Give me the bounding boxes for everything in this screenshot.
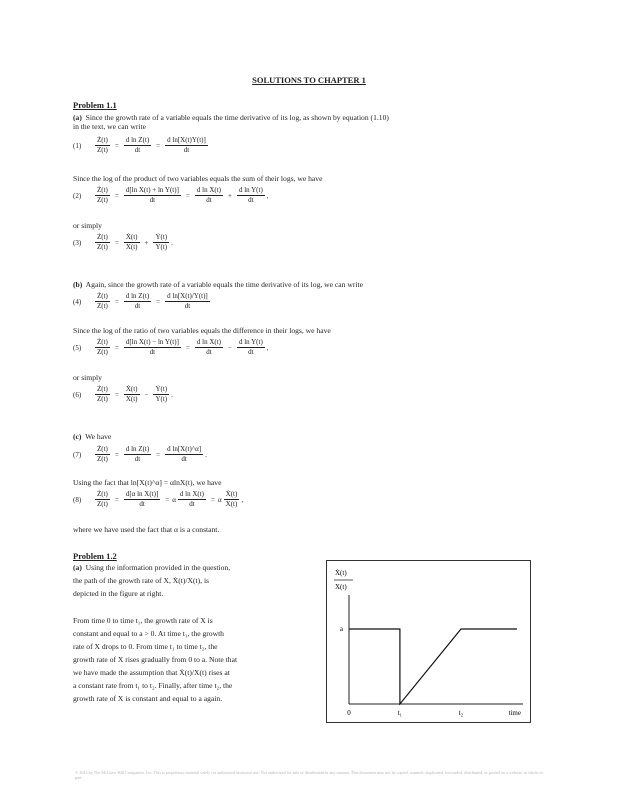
equation-6: (6) $\frac{Ż(t)}{Z(t)}$ = $\frac{\text{Ẋ(t)}}{X(t)}$ − $\frac{\text{Ẏ(t)}}{Y(t)}$ . [73,385,173,403]
y-axis-label-numerator: Ẋ(t) [335,569,347,577]
problem-1-1-heading: Problem 1.1 [73,100,117,110]
part-c-text-1: We have [85,432,112,441]
page-title: SOLUTIONS TO CHAPTER 1 [252,75,366,85]
part-c-intro [73,432,111,441]
copyright-footer: © 2012 by The McGraw-Hill Companies, Inc. This is proprietary material solely for authorized instructor use. Not authorized for sale or distribution in any manner. This document may not be copied, scanned, duplicated, forwarded, distributed, or posted on a website, in whole or part. [75,770,543,780]
equation-5: (5) $\frac{Ż(t)}{Z(t)}$ = $\frac{\text{d[ln X(t) − ln Y(t)]}}{dt}$ = $\frac{\text{d ln X(t)}}{dt}$ − $\frac{\text{d ln Y(t)}}{dt}$ , [73,338,269,356]
part-a-intro [73,113,389,122]
part-b-text-2: Since the log of the ratio of two variables equals the difference in their logs, we have [73,326,331,335]
p12-para2-line-6: a constant rate from t₁ to t₂. Finally, after time t₂, the [73,681,233,690]
part-c-text-2: Using the fact that ln[X(t)^α] = αlnX(t), we have [73,478,222,487]
or-simply-1: or simply [73,221,102,230]
p12-line-1: Using the information provided in the question, [85,563,231,572]
equation-8: (8) $\frac{Ż(t)}{Z(t)}$ = $\frac{\text{d[α ln X(t)]}}{dt}$ = α $\frac{\text{d ln X(t)}}{dt}$ = α $\frac{\text{Ẋ(t)}}{X(t)}$ , [73,490,244,508]
y-tick-label-a: a [339,625,343,633]
p12-para2-line-3: rate of X drops to 0. From time t₁ to time t₂, the [73,642,218,651]
p12-para2-line-2: constant and equal to a > 0. At time t₁, the growth [73,629,224,638]
x-tick-label-0: 0 [347,709,351,717]
problem-1-2-heading: Problem 1.2 [73,551,117,561]
p12-para2-line-4: growth rate of X rises gradually from 0 to a. Note that [73,655,238,664]
x-tick-label-2: t₂ [458,709,464,717]
part-b-label: (b) [73,280,83,289]
growth-rate-chart [327,561,530,722]
part-a-text-3: Since the log of the product of two variables equals the sum of their logs, we have [73,174,323,183]
growth-rate-figure [326,560,531,723]
p12-line-2: the path of the growth rate of X, Ẋ(t)/X(t), is [73,576,210,585]
x-tick-label-1: t₁ [397,709,403,717]
growth-rate-series-line [349,629,517,704]
equation-7: (7) $\frac{Ż(t)}{Z(t)}$ = $\frac{\text{d ln Z(t)}}{dt}$ = $\frac{\text{d ln[X(t)\textasciicircum{}α]}}{dt}$ . [73,445,207,463]
part-b-intro [73,280,363,289]
part-a-text-1: Since the growth rate of a variable equals the time derivative of its log, as shown by equation (1.10) [85,113,389,122]
equation-1: (1) $\frac{Ż(t)}{Z(t)}$ = $\frac{\text{d ln Z(t)}}{dt}$ = $\frac{\text{d ln[X(t)Y(t)]}}{dt}$ [73,136,206,154]
part-a-label: (a) [73,113,82,122]
p12-para2-line-5: we have made the assumption that Ẋ(t)/X(t) rises at [73,668,230,677]
p12-para2-line-7: growth rate of X is constant and equal to a again. [73,694,223,703]
part-b-text-1: Again, since the growth rate of a variable equals the time derivative of its log, we can write [85,280,363,289]
x-axis-label-time: time [508,709,521,717]
equation-3: (3) $\frac{Ż(t)}{Z(t)}$ = $\frac{\text{Ẋ(t)}}{X(t)}$ + $\frac{\text{Ẏ(t)}}{Y(t)}$ . [73,233,173,251]
y-axis-label-denominator: X(t) [335,583,347,591]
or-simply-2: or simply [73,373,102,382]
p12-para2-line-1: From time 0 to time t₁, the growth rate of X is [73,616,213,625]
p12-line-3: depicted in the figure at right. [73,589,164,598]
equation-4: (4) $\frac{Ż(t)}{Z(t)}$ = $\frac{\text{d ln Z(t)}}{dt}$ = $\frac{\text{d ln[X(t)/Y(t)]}}{dt}$ [73,292,208,310]
p12-line-1-wrap [73,563,230,572]
part-a-text-2: in the text, we can write [73,122,146,131]
part-c-text-3: where we have used the fact that α is a constant. [73,525,220,534]
equation-2: (2) $\frac{Ż(t)}{Z(t)}$ = $\frac{\text{d[ln X(t) + ln Y(t)]}}{dt}$ = $\frac{\text{d ln X(t)}}{dt}$ + $\frac{\text{d ln Y(t)}}{dt}$ , [73,186,269,204]
part-c-label: (c) [73,432,82,441]
p12-part-a-label: (a) [73,563,82,572]
